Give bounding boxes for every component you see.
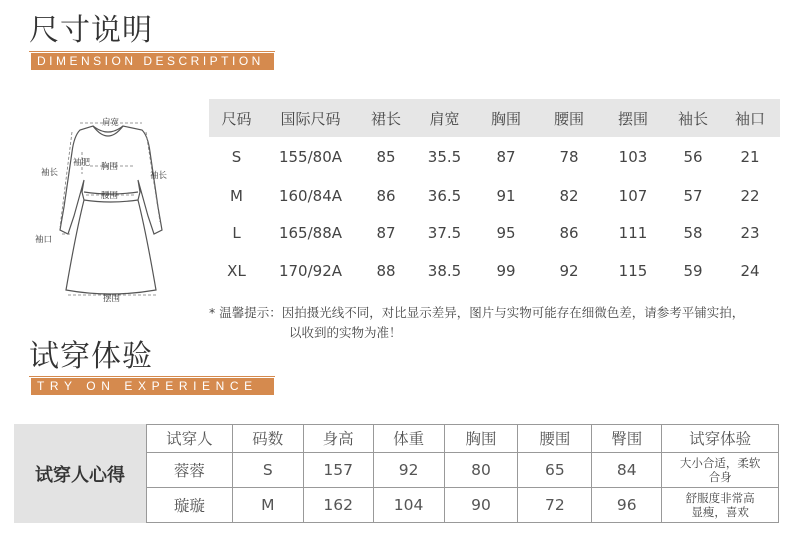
tryon-header-row bbox=[147, 425, 779, 453]
diagram-label-waist: 腰围 bbox=[101, 191, 119, 201]
tryon-cell-chest: 80 bbox=[444, 452, 518, 487]
size-cell: 88 bbox=[376, 261, 396, 280]
size-cell: 86 bbox=[559, 224, 579, 243]
tryon-cell-experience bbox=[662, 452, 779, 487]
size-cell: 103 bbox=[618, 148, 648, 166]
tryon-header-waist: 腰围 bbox=[518, 425, 592, 453]
tryon-cell-weight: 92 bbox=[373, 452, 444, 487]
tryon-row bbox=[147, 452, 779, 487]
tryon-subtitle: TRY ON EXPERIENCE bbox=[31, 378, 274, 395]
size-header-waist: 腰围 bbox=[538, 99, 600, 137]
size-header-intl: 国际尺码 bbox=[264, 99, 357, 137]
size-cell: S bbox=[231, 148, 242, 166]
tryon-cell-hip: 84 bbox=[592, 452, 662, 487]
size-cell: XL bbox=[227, 261, 246, 280]
size-header-chest: 胸围 bbox=[474, 99, 538, 137]
size-header-sleeve: 袖长 bbox=[666, 99, 720, 137]
size-cell: 57 bbox=[683, 186, 703, 205]
tryon-title: 试穿体验 bbox=[29, 339, 153, 374]
tryon-cell-height: 162 bbox=[303, 487, 373, 522]
size-cell: 115 bbox=[618, 261, 648, 280]
size-table-row bbox=[209, 177, 780, 215]
diagram-label-hem: 摆围 bbox=[103, 294, 121, 304]
note-line-1: * 温馨提示：因拍摄光线不同，对比显示差异，图片与实物可能存在细微色差，请参考平铺实拍， bbox=[209, 305, 745, 320]
diagram-label-armhole: 袖肥 bbox=[73, 158, 91, 168]
tryon-cell-name: 蓉蓉 bbox=[147, 452, 233, 487]
dress-diagram bbox=[30, 112, 180, 307]
tryon-experience-line: 舒服度非常高 bbox=[685, 490, 755, 505]
size-cell: 155/80A bbox=[278, 148, 343, 166]
tryon-header-height: 身高 bbox=[303, 425, 373, 453]
dimension-title: 尺寸说明 bbox=[29, 13, 153, 48]
size-cell: 99 bbox=[496, 261, 516, 280]
dimension-subtitle: DIMENSION DESCRIPTION bbox=[31, 53, 274, 70]
size-cell: 165/88A bbox=[278, 224, 343, 243]
size-cell: 107 bbox=[618, 186, 648, 205]
size-header-length: 裙长 bbox=[357, 99, 415, 137]
tryon-experience-line: 显瘦，喜欢 bbox=[691, 504, 749, 519]
tryon-experience-line: 合身 bbox=[708, 469, 732, 484]
size-table-row bbox=[209, 252, 780, 290]
tryon-rule bbox=[29, 376, 275, 377]
tryon-side-label: 试穿人心得 bbox=[35, 464, 125, 486]
dimension-rule bbox=[29, 51, 275, 52]
tryon-cell-chest: 90 bbox=[444, 487, 518, 522]
diagram-label-sleeve-right: 袖长 bbox=[150, 171, 168, 181]
size-cell: 37.5 bbox=[427, 224, 462, 243]
size-header-hem: 摆围 bbox=[600, 99, 666, 137]
size-cell: 23 bbox=[740, 224, 760, 243]
size-cell: 170/92A bbox=[278, 261, 343, 280]
tryon-cell-hip: 96 bbox=[592, 487, 662, 522]
size-cell: 91 bbox=[496, 186, 516, 205]
size-cell: 87 bbox=[496, 148, 516, 166]
size-table-row bbox=[209, 137, 780, 177]
size-header-size: 尺码 bbox=[209, 99, 264, 137]
size-table-row bbox=[209, 215, 780, 253]
size-cell: 86 bbox=[376, 186, 396, 205]
note-line-2: 以收到的实物为准！ bbox=[289, 325, 402, 340]
tryon-cell-name: 璇璇 bbox=[147, 487, 233, 522]
tryon-cell-weight: 104 bbox=[373, 487, 444, 522]
size-cell: 111 bbox=[618, 224, 648, 243]
tryon-header-chest: 胸围 bbox=[444, 425, 518, 453]
size-cell: 35.5 bbox=[427, 148, 462, 166]
tryon-cell-height: 157 bbox=[303, 452, 373, 487]
size-cell: 22 bbox=[740, 186, 760, 205]
tryon-cell-size: S bbox=[232, 452, 303, 487]
size-table-header-row bbox=[209, 99, 780, 137]
tryon-cell-experience bbox=[662, 487, 779, 522]
diagram-label-cuff: 袖口 bbox=[35, 235, 53, 245]
size-cell: 85 bbox=[376, 148, 396, 166]
size-header-cuff: 袖口 bbox=[720, 99, 780, 137]
tryon-cell-waist: 72 bbox=[518, 487, 592, 522]
tryon-header-experience: 试穿体验 bbox=[662, 425, 779, 453]
size-cell: 36.5 bbox=[427, 186, 462, 205]
size-cell: 38.5 bbox=[427, 261, 462, 280]
tryon-row bbox=[147, 487, 779, 522]
size-cell: 58 bbox=[683, 224, 703, 243]
tryon-cell-size: M bbox=[232, 487, 303, 522]
diagram-label-shoulder: 肩宽 bbox=[102, 118, 120, 128]
size-cell: L bbox=[232, 224, 241, 243]
diagram-label-sleeve-left: 袖长 bbox=[41, 168, 59, 178]
tryon-header-size: 码数 bbox=[232, 425, 303, 453]
size-cell: 21 bbox=[740, 148, 760, 166]
tryon-header-weight: 体重 bbox=[373, 425, 444, 453]
size-cell: 56 bbox=[683, 148, 703, 166]
tryon-header-name: 试穿人 bbox=[147, 425, 233, 453]
size-table bbox=[209, 99, 780, 290]
tryon-cell-waist: 65 bbox=[518, 452, 592, 487]
tryon-experience-line: 大小合适，柔软 bbox=[679, 455, 761, 470]
size-cell: 87 bbox=[376, 224, 396, 243]
size-cell: 95 bbox=[496, 224, 516, 243]
tryon-header-hip: 臀围 bbox=[592, 425, 662, 453]
size-cell: 78 bbox=[559, 148, 579, 166]
size-cell: 59 bbox=[683, 261, 703, 280]
size-header-shoulder: 肩宽 bbox=[415, 99, 474, 137]
size-cell: 24 bbox=[740, 261, 760, 280]
size-cell: M bbox=[230, 186, 243, 205]
size-cell: 160/84A bbox=[278, 186, 343, 205]
diagram-label-chest: 胸围 bbox=[101, 162, 119, 172]
size-cell: 82 bbox=[559, 186, 579, 205]
size-cell: 92 bbox=[559, 261, 579, 280]
tryon-table bbox=[146, 424, 779, 523]
